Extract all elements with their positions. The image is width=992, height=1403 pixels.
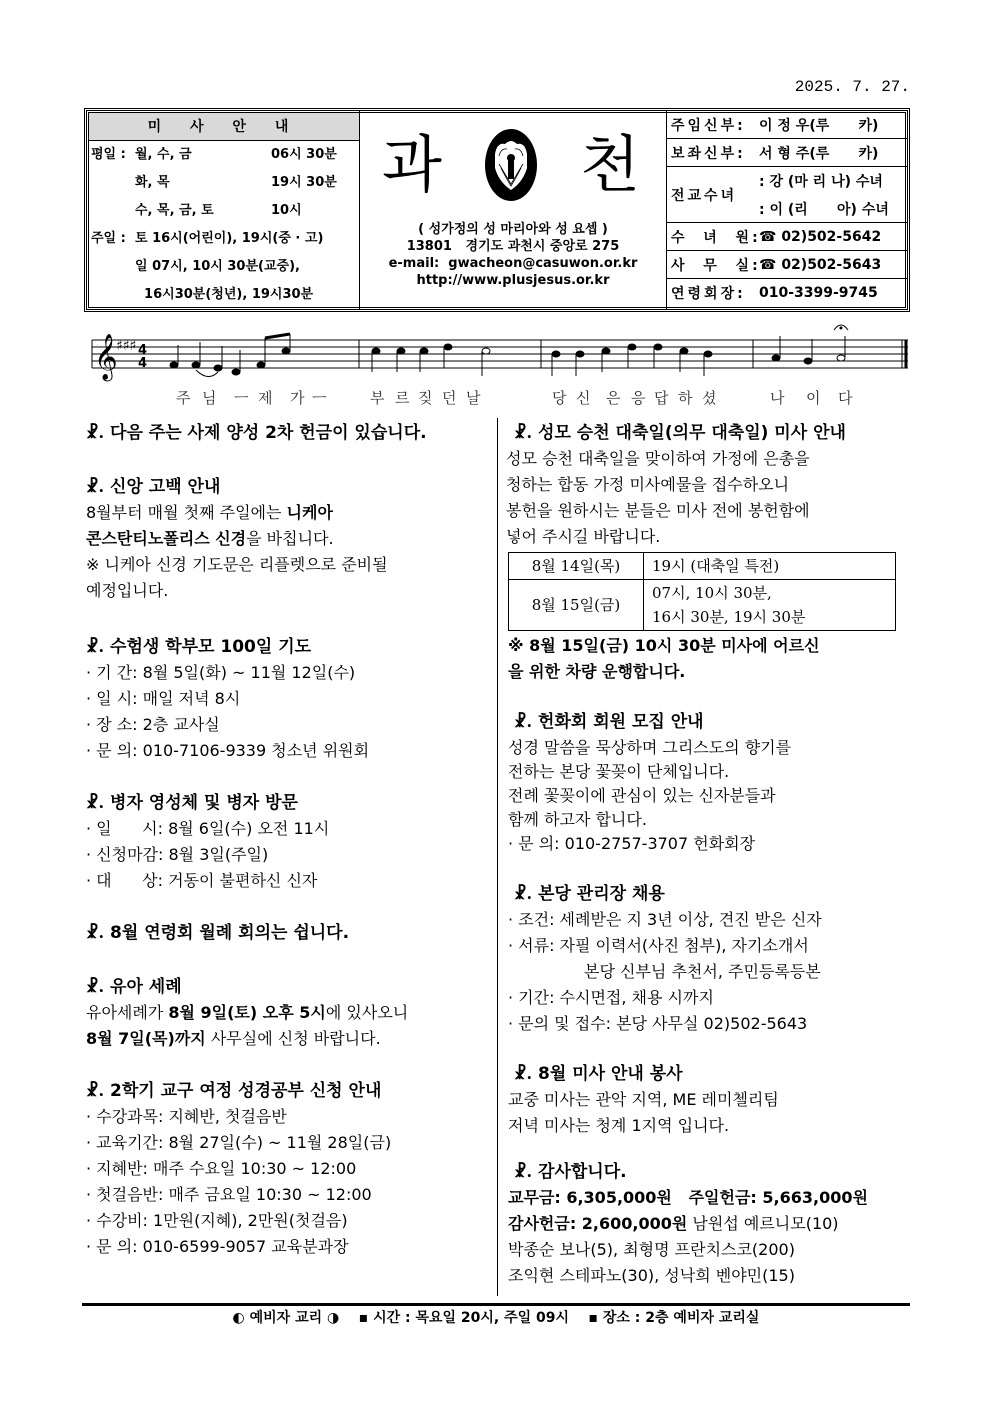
notice-bible-study: ☧. 2학기 교구 여정 성경공부 신청 안내 · 수강과목: 지혜반, 첫걸음반 · 교육기간: 8월 27일(수) ~ 11월 28일(금) · 지혜반: 매주 수요일 10:30 ~ 12:00 · 첫걸음반: 매주 금요일 10:30 ~ 12:00 · 수강비: 1만원(지혜), 2만원(첫걸음) · 문 의: 010-6599-9057 교육분과장 bbox=[86, 1081, 392, 1256]
parish-name-left: 과 bbox=[382, 128, 442, 201]
parish-email[interactable]: e-mail: gwacheon@casuwon.or.kr bbox=[388, 256, 638, 271]
notice-second-collection: ☧. 다음 주는 사제 양성 2차 헌금이 있습니다. bbox=[86, 423, 427, 443]
svg-text:♯♯♯: ♯♯♯ bbox=[116, 338, 137, 354]
parish-website[interactable]: http://www.plusjesus.or.kr bbox=[416, 273, 610, 288]
mass-schedule-title: 미 사 안 내 bbox=[89, 113, 359, 141]
notice-council-meeting: ☧. 8월 연령회 월례 회의는 쉽니다. bbox=[86, 923, 350, 943]
issue-date: 2025. 7. 27. bbox=[794, 78, 910, 96]
svg-text:4: 4 bbox=[138, 356, 148, 371]
chi-rho-icon: ☧. bbox=[514, 423, 533, 442]
column-divider bbox=[497, 418, 498, 1296]
notice-august-mass-service: ☧. 8월 미사 안내 봉사 교중 미사는 관악 지역, ME 레미첼리팀 저녁 미사는 청계 1지역 입니다. bbox=[508, 1064, 779, 1135]
notice-assumption-mass: ☧. 성모 승천 대축일(의무 대축일) 미사 안내 성모 승천 대축일을 맞이하여 가정에 은총을 청하는 합동 가정 미사예물을 접수하오니 봉헌을 원하시는 분들은 미사 전에 봉헌함에 넣어 주시길 바랍니다. 8월 14일(목) 19시 (대축일 특전) 8월 15일(금) 07시, 10시 30분, 16시 30분, 19시 30분 ※ 8월 15일(금) 10시 30분 미사에 어르신 을 위한 차량 운행합니다. bbox=[514, 420, 910, 685]
holy-family-icon bbox=[489, 134, 533, 196]
chi-rho-icon: ☧. bbox=[514, 884, 533, 903]
staff-row-assistant: 보좌신부: 서 형 주(루 카) bbox=[667, 139, 907, 167]
notice-sexton-hiring: ☧. 본당 관리장 채용 · 조건: 세례받은 지 3년 이상, 견진 받은 신자 · 서류: 자필 이력서(사진 첨부), 자기소개서 본당 신부님 추천서, 주민등록등본 · 기간: 수시면접, 채용 시까지 · 문의 및 접수: 본당 사무실 02)502-5643 bbox=[508, 884, 822, 1033]
mass-row: 화, 목 19시 30분 bbox=[135, 175, 337, 190]
chi-rho-icon: ☧. bbox=[86, 923, 105, 942]
mass-row: 평일 : 월, 수, 금 06시 30분 bbox=[91, 147, 337, 162]
notice-thanks-offerings: ☧. 감사합니다. 교무금: 6,305,000원 주일헌금: 5,663,000원 감사헌금: 2,600,000원 남원섭 예르니모(10) 박종순 보나(5), 최형명 프란치스코(200) 조익현 스테파노(30), 성낙희 벤야민(15) bbox=[508, 1162, 868, 1285]
notice-creed: ☧. 신앙 고백 안내 8월부터 매월 첫째 주일에는 니케아 콘스탄티노폴리스 신경을 바칩니다. ※ 니케아 신경 기도문은 리플렛으로 준비될 예정입니다. bbox=[86, 477, 388, 600]
mass-row: 16시30분(청년), 19시30분 bbox=[135, 287, 314, 302]
phone-convent: ☎ 02)502-5642 bbox=[759, 228, 882, 245]
parish-address: 13801 경기도 과천시 중앙로 275 bbox=[406, 239, 620, 254]
notice-infant-baptism: ☧. 유아 세례 유아세례가 8월 9일(토) 오후 5시에 있사오니 8월 7일(목)까지 사무실에 신청 바랍니다. bbox=[86, 977, 409, 1048]
chi-rho-icon: ☧. bbox=[86, 977, 105, 996]
chi-rho-icon: ☧. bbox=[514, 1064, 533, 1083]
phone-office: ☎ 02)502-5643 bbox=[759, 256, 882, 273]
staff-row-sisters: 전교수녀 : 강 (마 리 나) 수녀 : 이 (리 아) 수녀 bbox=[667, 167, 907, 223]
notice-sick-communion: ☧. 병자 영성체 및 병자 방문 · 일 시: 8월 6일(수) 오전 11시 · 신청마감: 8월 3일(주일) · 대 상: 거동이 불편하신 신자 bbox=[86, 793, 330, 890]
catechumen-class-footer: ◐ 예비자 교리 ◑ ▪ 시간 : 목요일 20시, 주일 09시 ▪ 장소 : 2층 예비자 교리실 bbox=[232, 1310, 760, 1326]
assumption-schedule-table bbox=[508, 552, 896, 631]
mass-row: 수, 목, 금, 토 10시 bbox=[135, 203, 302, 218]
mass-row: 일 07시, 10시 30분(교중), bbox=[135, 259, 300, 274]
chi-rho-icon: ☧. bbox=[514, 712, 533, 731]
chi-rho-icon: ☧. bbox=[86, 1081, 105, 1100]
mass-row: 주일 : 토 16시(어린이), 19시(중 · 고) bbox=[91, 231, 324, 246]
staff-row-office: 사 무 실: ☎ 02)502-5643 bbox=[667, 251, 907, 279]
hymn-score: 𝄞 ♯♯♯ 4 4 주 님 ㅡ 제 가 ㅡ 부 르 짖 던 날 당 신 은 응 답 하 셨 나 이 다 bbox=[86, 320, 910, 410]
notice-flower-guild: ☧. 헌화회 회원 모집 안내 성경 말씀을 묵상하며 그리스도의 향기를 전하는 본당 꽃꽂이 단체입니다. 전례 꽃꽂이에 관심이 있는 신자분들과 함께 하고자 합니다. · 문 의: 010-2757-3707 헌화회장 bbox=[508, 712, 792, 853]
notice-exam-prayer: ☧. 수험생 학부모 100일 기도 · 기 간: 8월 5일(화) ~ 11월 12일(수) · 일 시: 매일 저녁 8시 · 장 소: 2층 교사실 · 문 의: 010-7106-9339 청소년 위원회 bbox=[86, 637, 370, 760]
right-column bbox=[506, 420, 910, 1307]
chi-rho-icon: ☧. bbox=[86, 793, 105, 812]
left-column bbox=[86, 420, 490, 1278]
svg-text:4: 4 bbox=[138, 343, 148, 358]
chi-rho-icon: ☧. bbox=[86, 637, 105, 656]
staff-row-convent: 수 녀 원: ☎ 02)502-5642 bbox=[667, 223, 907, 251]
svg-text:𝄞: 𝄞 bbox=[94, 334, 118, 380]
holy-family-logo-icon bbox=[485, 129, 537, 201]
staff-row-council: 연령회장: 010-3399-9745 bbox=[667, 279, 907, 307]
mass-schedule-box bbox=[87, 111, 360, 309]
staff-directory bbox=[667, 111, 907, 309]
footer-divider bbox=[82, 1303, 910, 1306]
phone-council: 010-3399-9745 bbox=[759, 285, 878, 301]
parish-title-box bbox=[360, 111, 667, 309]
table-row: 8월 15일(금) 07시, 10시 30분, 16시 30분, 19시 30분 bbox=[509, 580, 896, 631]
parish-patron: ( 성가정의 성 마리아와 성 요셉 ) bbox=[418, 222, 608, 237]
parish-name-right: 천 bbox=[580, 128, 640, 201]
masthead-box bbox=[84, 108, 910, 312]
chi-rho-icon: ☧. bbox=[86, 477, 105, 496]
table-row: 8월 14일(목) 19시 (대축일 특전) bbox=[509, 553, 896, 580]
music-staff-icon bbox=[86, 320, 910, 390]
chi-rho-icon: ☧. bbox=[86, 423, 105, 442]
staff-row-pastor: 주임신부: 이 정 우(루 카) bbox=[667, 111, 907, 139]
chi-rho-icon: ☧. bbox=[514, 1162, 533, 1181]
